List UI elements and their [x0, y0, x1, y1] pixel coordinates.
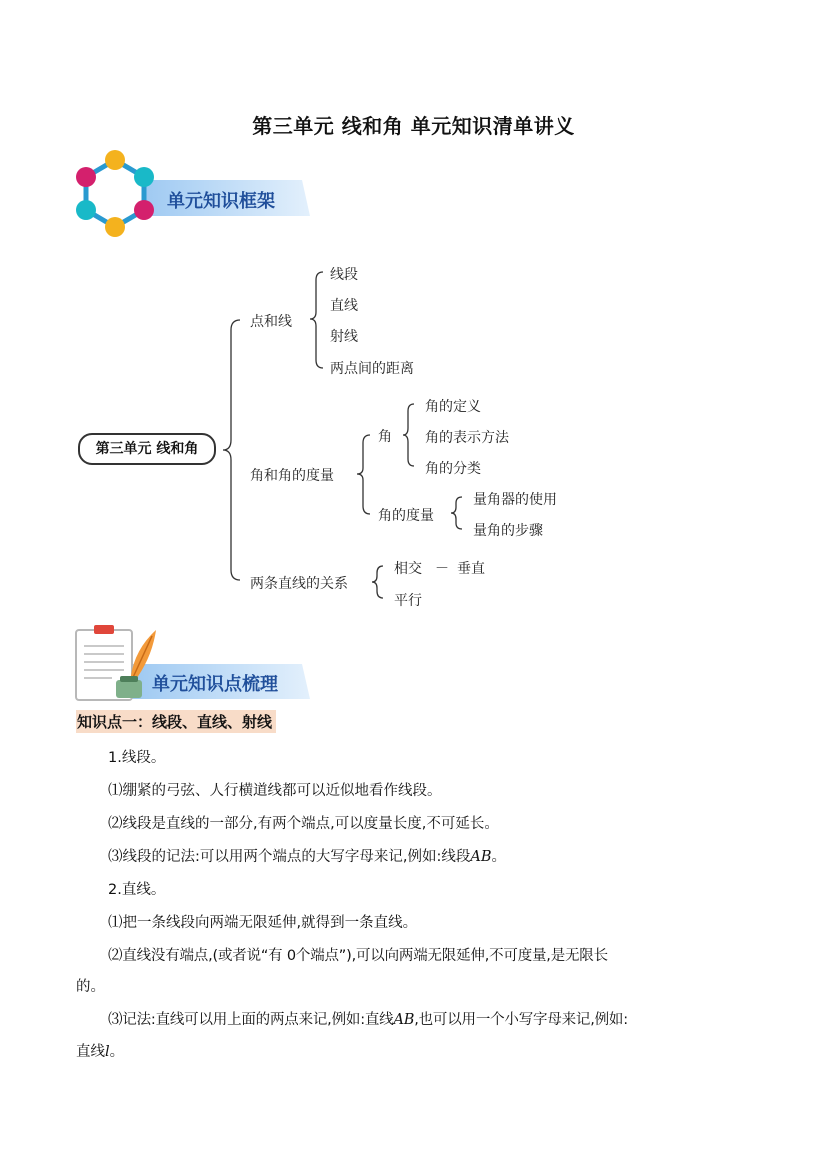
- paragraph-cont: [76, 1040, 124, 1061]
- math-ab: AB: [393, 1012, 415, 1028]
- section-title-segment: 1.线段。: [108, 750, 166, 766]
- leaf-distance: 两点间的距离: [330, 361, 414, 377]
- paragraph: [108, 1008, 628, 1029]
- paragraph-text: 直线: [76, 1044, 105, 1060]
- leaf-parallel: 平行: [394, 593, 422, 609]
- sub-angle-measure: 角的度量: [378, 508, 434, 524]
- branch-angles: 角和角的度量: [250, 468, 334, 484]
- section-banner-knowledge: [72, 622, 312, 702]
- leaf-ray: 射线: [330, 329, 358, 345]
- mindmap-root: 第三单元 线和角: [78, 433, 216, 465]
- paragraph-text: 。: [491, 849, 507, 865]
- leaf-angle-definition: 角的定义: [425, 399, 481, 415]
- leaf-segment: 线段: [330, 267, 358, 283]
- paragraph: ⑵线段是直线的一部分,有两个端点,可以度量长度,不可延长。: [108, 816, 499, 832]
- branch-points-lines: 点和线: [250, 314, 292, 330]
- paragraph-text: 。: [109, 1044, 125, 1060]
- leaf-dash: －: [435, 561, 449, 577]
- paragraph: ⑴把一条线段向两端无限延伸,就得到一条直线。: [108, 915, 418, 931]
- paragraph-text: ⑶记法:直线可以用上面的两点来记,例如:直线: [108, 1012, 394, 1028]
- knowledge-heading: 知识点一：线段、直线、射线: [76, 710, 276, 733]
- page-title: 第三单元 线和角 单元知识清单讲义: [252, 114, 575, 138]
- paragraph: ⑴绷紧的弓弦、人行横道线都可以近似地看作线段。: [108, 783, 442, 799]
- sub-angle: 角: [378, 429, 392, 445]
- leaf-angle-notation: 角的表示方法: [425, 430, 509, 446]
- leaf-measure-steps: 量角的步骤: [473, 523, 543, 539]
- branch-line-relations: 两条直线的关系: [250, 576, 348, 592]
- math-ab: AB: [470, 849, 492, 865]
- leaf-protractor-use: 量角器的使用: [473, 492, 557, 508]
- leaf-angle-classification: 角的分类: [425, 461, 481, 477]
- paragraph: ⑵直线没有端点,(或者说“有 0个端点”),可以向两端无限延伸,不可度量,是无限长: [108, 948, 608, 964]
- paragraph-text: ⑶线段的记法:可以用两个端点的大写字母来记,例如:线段: [108, 849, 471, 865]
- paragraph: [108, 845, 506, 866]
- paragraph-text: ,也可以用一个小写字母来记,例如:: [414, 1012, 628, 1028]
- paragraph-cont: 的。: [76, 979, 105, 995]
- banner-label: 单元知识框架: [167, 191, 275, 212]
- section-title-line: 2.直线。: [108, 882, 166, 898]
- leaf-perpendicular: 垂直: [457, 561, 485, 577]
- math-l: l: [105, 1044, 110, 1060]
- leaf-intersect: 相交: [394, 561, 422, 577]
- leaf-line: 直线: [330, 298, 358, 314]
- banner-label: 单元知识点梳理: [152, 674, 278, 695]
